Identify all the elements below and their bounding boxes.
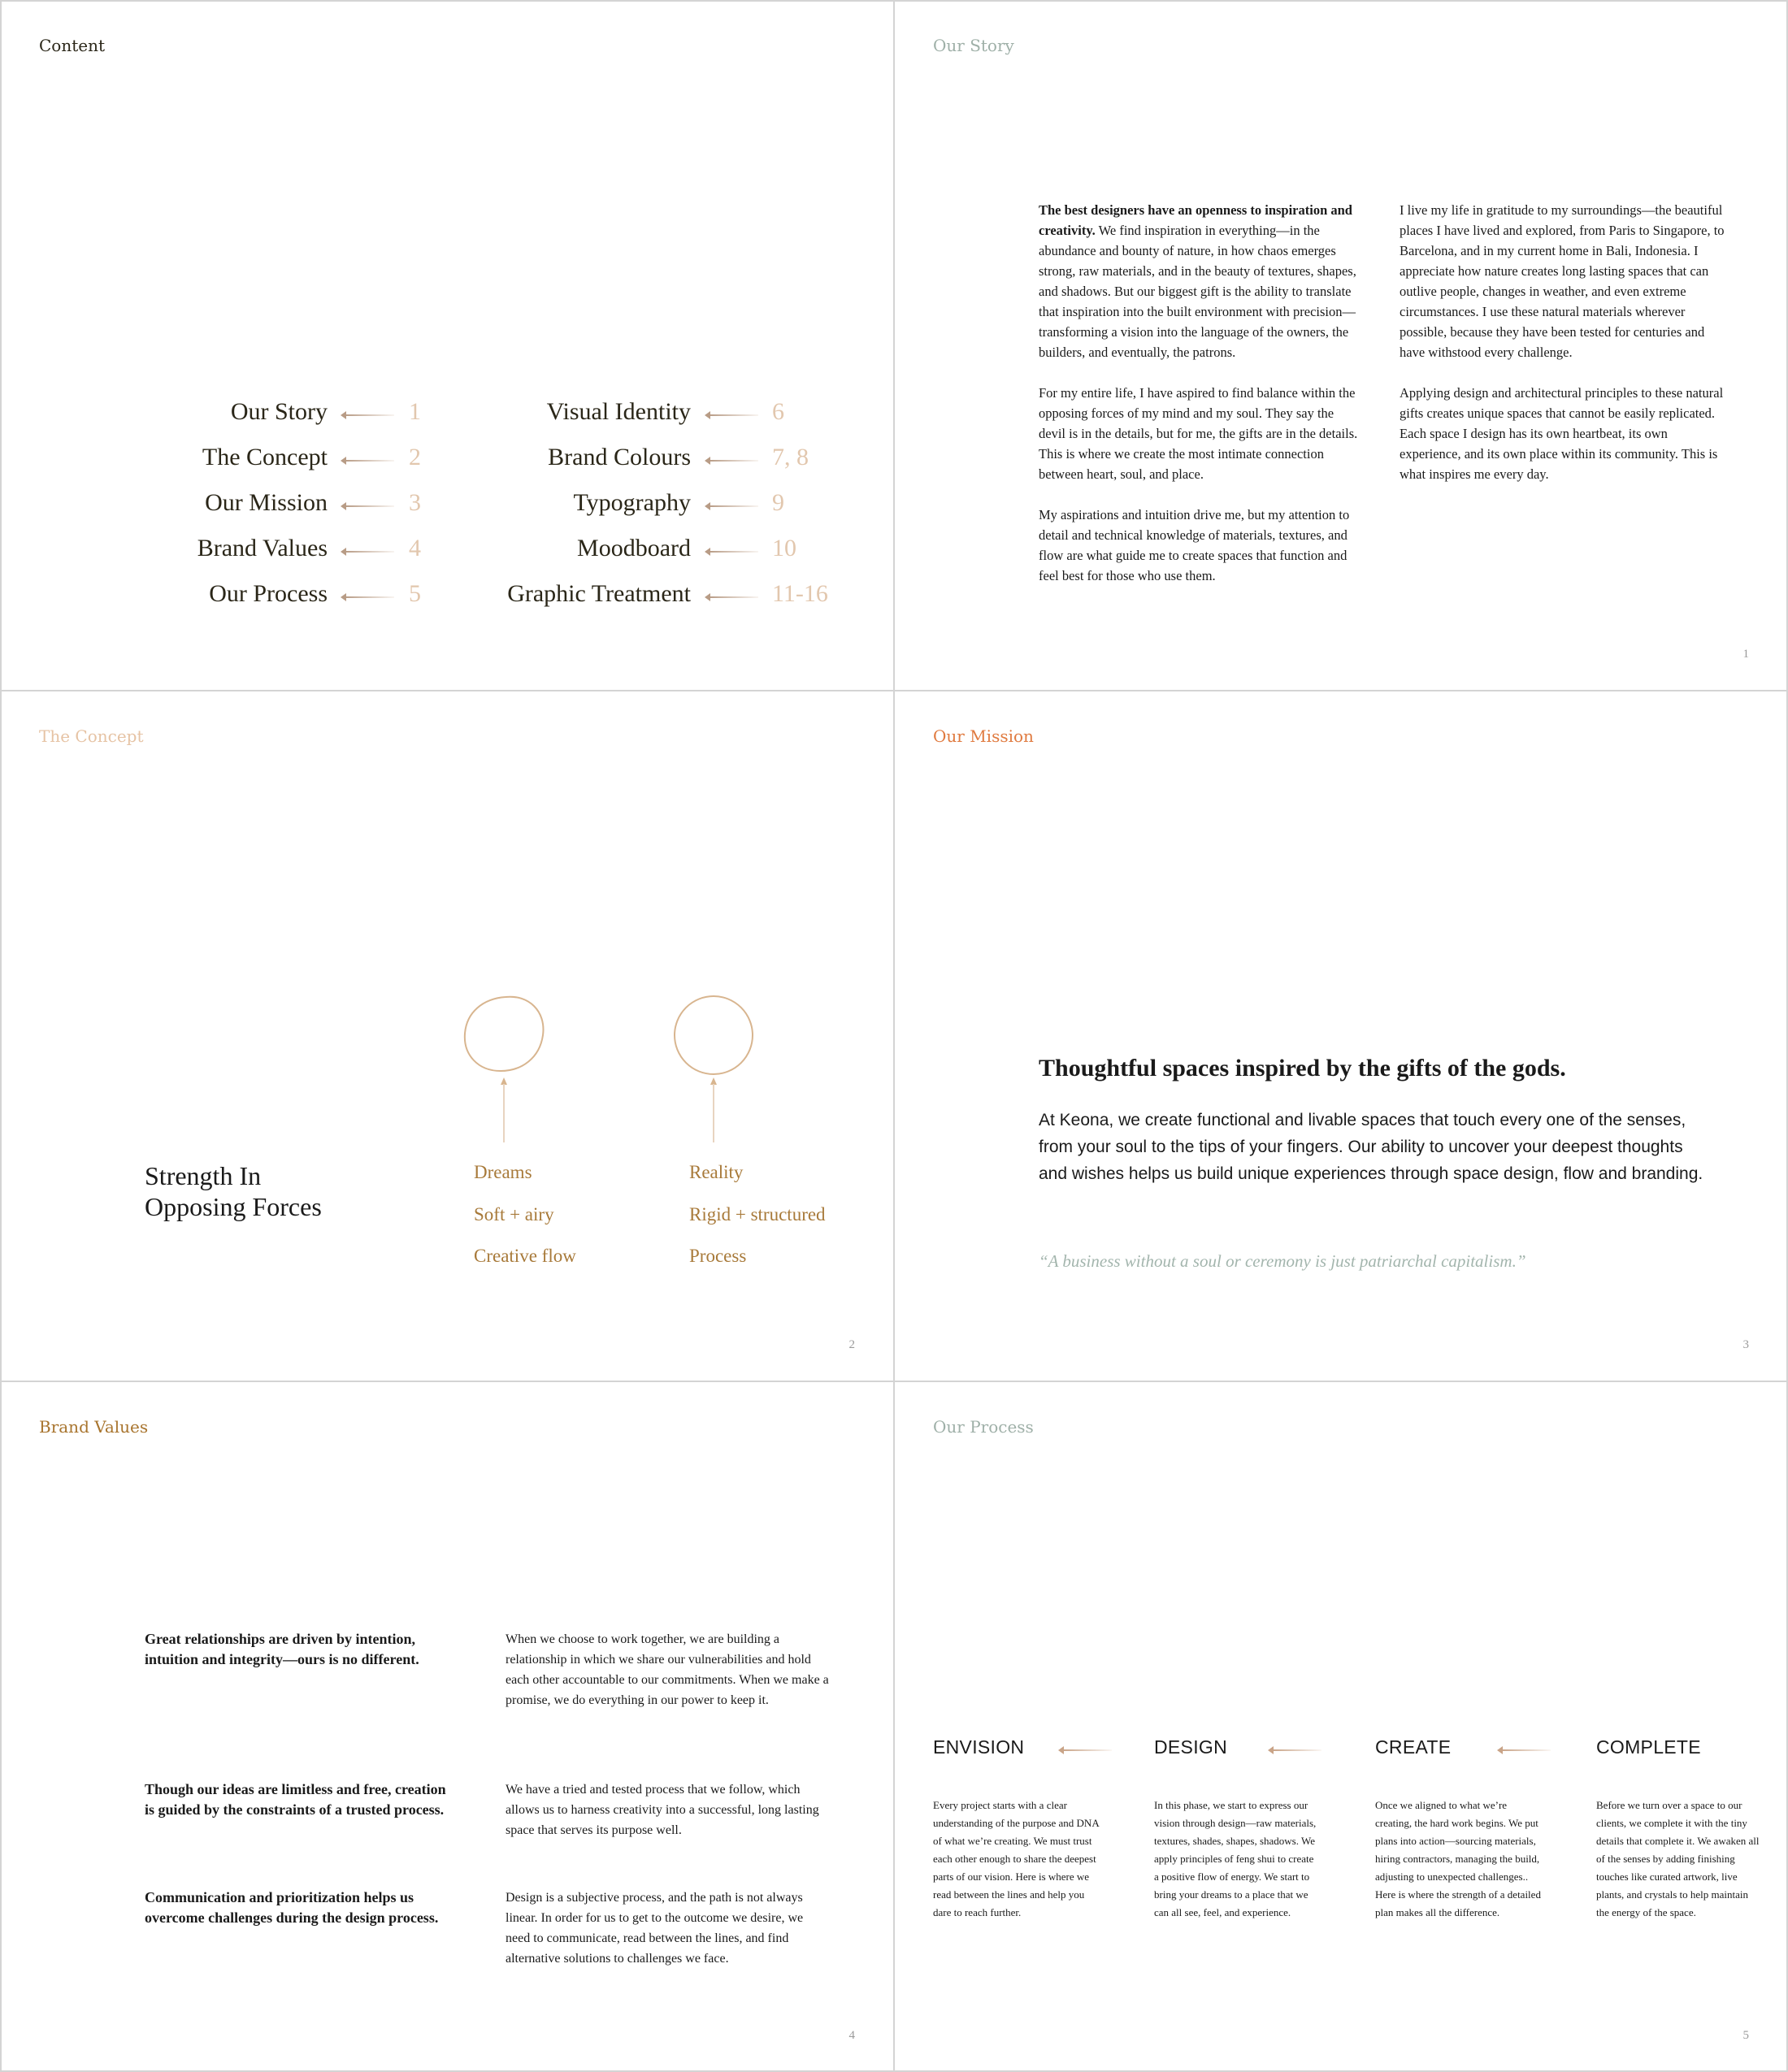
concept-right-item: Process [689, 1246, 747, 1266]
toc-item-title: Graphic Treatment [507, 580, 691, 607]
story-paragraph: My aspirations and intuition drive me, but my attention to detail and technical knowledge of materials, textures, and flow are what guide me to create spaces that function and feel best for those who use them. [1039, 507, 1350, 583]
story-paragraph: For my entire life, I have aspired to find balance within the opposing forces of my mind and my soul. They say the devil is in the details, but for me, the gifts are in the details. This is where we create the most intimate connection between heart, soul, and place. [1039, 385, 1358, 482]
toc-item-title: Our Story [230, 398, 328, 425]
story-paragraph: Applying design and architectural principles to these natural gifts creates unique spaces that cannot be easily replicated. Each space I design has its own heartbeat, its own experience, and its own place within its community. This is what inspires me every day. [1400, 385, 1724, 482]
arrow-left-icon [710, 414, 758, 416]
toc-item-title: Moodboard [577, 535, 691, 561]
value-detail: When we choose to work together, we are building a relationship in which we share our vulnerabilities and hold each other accountable to our commitments. When we make a promise, we do everything in our power to keep it. [506, 1632, 829, 1707]
page-number: 2 [848, 1338, 855, 1351]
value-statement: Great relationships are driven by intention, intuition and integrity—ours is no different. [145, 1631, 419, 1667]
toc-item-title: The Concept [202, 444, 328, 470]
concept-left-item: Dreams [474, 1162, 532, 1182]
arrow-left-icon [710, 596, 758, 598]
value-detail: We have a tried and tested process that we follow, which allows us to harness creativity into a successful, long lasting space that serves its purpose well. [506, 1783, 819, 1837]
toc-item-title: Visual Identity [546, 398, 691, 425]
value-detail: Design is a subjective process, and the path is not always linear. In order for us to get to the outcome we desire, we need to communicate, read between the lines, and find alternative solutions to challenges we face. [506, 1891, 804, 1966]
arrow-left-icon [1063, 1749, 1112, 1751]
arrow-left-icon [710, 551, 758, 553]
toc-item[interactable] [0, 580, 894, 626]
page-number: 3 [1742, 1338, 1749, 1351]
story-page [894, 0, 1788, 691]
toc-item-page: 10 [772, 535, 796, 561]
toc-item-page: 1 [409, 398, 421, 425]
story-lead: The best designers have an openness to inspiration and creativity. [1039, 202, 1352, 238]
process-step-text: In this phase, we start to express our vision through design—raw materials, textures, shades, shapes, shadows. We apply principles of feng shui to create a positive flow of energy. We start to bring your dreams to a place that we can all see, feel, and experience. [1154, 1799, 1317, 1918]
toc-item-page: 11-16 [772, 580, 828, 607]
toc-item-title: Typography [573, 489, 691, 516]
mission-page [894, 691, 1788, 1381]
page-label: Content [39, 36, 106, 55]
toc-item-title: Our Process [209, 580, 328, 607]
concept-right-item: Rigid + structured [689, 1204, 826, 1225]
mission-quote: “A business without a soul or ceremony is just patriarchal capitalism.” [1039, 1251, 1526, 1271]
value-statement: Though our ideas are limitless and free, creation is guided by the constraints of a trusted process. [145, 1781, 446, 1818]
value-statement: Communication and prioritization helps us overcome challenges during the design process. [145, 1889, 439, 1926]
arrow-up-icon [496, 1077, 512, 1142]
page-label: The Concept [39, 726, 144, 746]
arrow-left-icon [710, 460, 758, 462]
page-number: 4 [848, 2029, 855, 2042]
toc-item[interactable] [0, 535, 894, 580]
toc-item-page: 5 [409, 580, 421, 607]
toc-item-page: 4 [409, 535, 421, 561]
story-paragraph: I live my life in gratitude to my surroundings—the beautiful places I have lived and explored, from Paris to Singapore, to Barcelona, and in my current home in Bali, Indonesia. I appreciate how nature creates long lasting spaces that can outlive people, changes in weather, and even extreme circumstances. I use these natural materials wherever possible, because they have been tested for centuries and have withstood every challenge. [1400, 202, 1725, 360]
mission-heading: Thoughtful spaces inspired by the gifts of the gods. [1039, 1055, 1566, 1082]
page-number: 1 [1742, 648, 1749, 661]
toc-item-title: Brand Colours [548, 444, 691, 470]
concept-left-item: Creative flow [474, 1246, 576, 1266]
process-page [894, 1381, 1788, 2072]
process-step-title: DESIGN [1154, 1736, 1227, 1758]
toc-item[interactable] [0, 398, 894, 444]
mission-body: At Keona, we create functional and livable spaces that touch every one of the senses, from your soul to the tips of your fingers. Our ability to uncover your deepest thoughts and wishes helps us build unique experiences through space design, flow and branding. [1039, 1111, 1703, 1183]
arrow-left-icon [1502, 1749, 1551, 1751]
concept-left-item: Soft + airy [474, 1204, 554, 1225]
values-page [0, 1381, 894, 2072]
concept-title [145, 1160, 322, 1222]
process-step-text: Once we aligned to what we’re creating, the hard work begins. We put plans into action—sourcing materials, hiring contractors, managing the build, adjusting to unexpected challenges.. Here is where the strength of a detailed plan makes all the difference. [1375, 1799, 1541, 1918]
toc-item-title: Brand Values [197, 535, 328, 561]
toc-item-page: 2 [409, 444, 421, 470]
page-label: Our Mission [933, 726, 1034, 746]
toc-item-page: 9 [772, 489, 784, 516]
concept-title-line: Strength In [145, 1161, 262, 1190]
process-step-title: ENVISION [933, 1736, 1025, 1758]
page-label: Brand Values [39, 1417, 149, 1437]
story-paragraph [1039, 200, 1364, 362]
toc-item[interactable] [0, 489, 894, 535]
concept-right-item: Reality [689, 1162, 744, 1182]
process-step-text: Before we turn over a space to our clients, we complete it with the tiny details that complete it. We awaken all of the senses by adding finishing touches like curated artwork, live plants, and crystals to help maintain the energy of the space. [1596, 1799, 1760, 1918]
content-page [0, 0, 894, 691]
page-label: Our Story [933, 36, 1014, 55]
concept-page [0, 691, 894, 1381]
concept-title-line: Opposing Forces [145, 1192, 322, 1221]
story-lead-rest: We find inspiration in everything—in the abundance and bounty of nature, in how chaos emerges strong, raw materials, and in the beauty of textures, shapes, and shadows. But our biggest gift is the ability to translate that inspiration into the built environment with precision—transforming a vision into the language of the owners, the builders, and eventually, the patrons. [1039, 223, 1356, 360]
arrow-left-icon [710, 505, 758, 507]
toc-item[interactable] [0, 444, 894, 489]
toc-item-page: 6 [772, 398, 784, 425]
page-number: 5 [1742, 2029, 1749, 2042]
process-step-title: CREATE [1375, 1736, 1452, 1758]
toc-item-page: 7, 8 [772, 444, 809, 470]
process-step-text: Every project starts with a clear understanding of the purpose and DNA of what we’re creating. We must trust each other enough to share the deepest parts of our vision. Here is where we read between the lines and help you dare to reach further. [933, 1799, 1099, 1918]
story-column-left [1039, 200, 1364, 606]
process-step-title: COMPLETE [1596, 1736, 1701, 1758]
arrow-up-icon [705, 1077, 722, 1142]
toc-item-title: Our Mission [205, 489, 328, 516]
page-label: Our Process [933, 1417, 1034, 1437]
arrow-left-icon [1273, 1749, 1321, 1751]
story-column-right [1400, 200, 1725, 505]
toc-item-page: 3 [409, 489, 421, 516]
